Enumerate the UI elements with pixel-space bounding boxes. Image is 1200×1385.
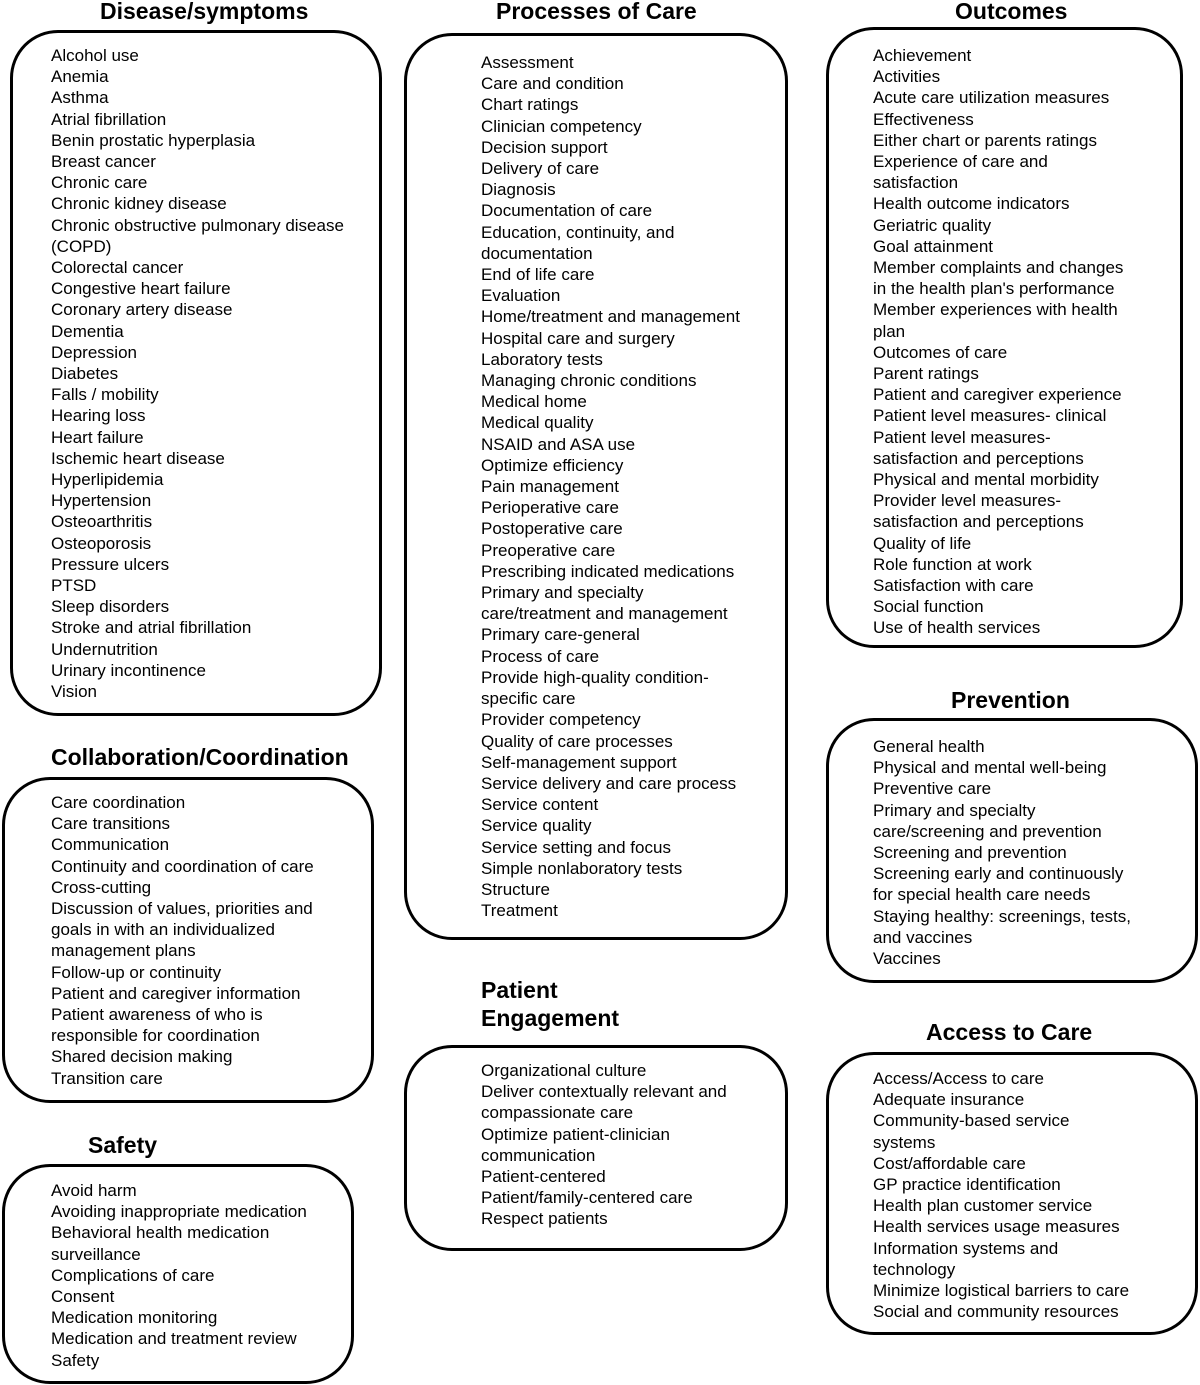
list-item: for special health care needs <box>873 885 1091 905</box>
list-item: Screening and prevention <box>873 843 1067 863</box>
list-item: specific care <box>481 689 576 709</box>
list-item: plan <box>873 321 906 341</box>
list-item: satisfaction <box>873 173 959 193</box>
list-item: Stroke and atrial fibrillation <box>51 618 252 638</box>
outcomes-list <box>873 45 1123 639</box>
list-item: satisfaction and perceptions <box>873 512 1084 532</box>
list-item: Avoiding inappropriate medication <box>51 1202 307 1222</box>
list-item: Complications of care <box>51 1265 215 1285</box>
list-item: Optimize efficiency <box>481 455 624 475</box>
list-item: Pain management <box>481 477 619 497</box>
list-item: Evaluation <box>481 286 561 306</box>
list-item: management plans <box>51 941 196 961</box>
list-item: Pressure ulcers <box>51 554 170 574</box>
list-item: Activities <box>873 67 941 87</box>
list-item: Chronic kidney disease <box>51 194 227 214</box>
prevention-heading: Prevention <box>951 687 1070 713</box>
list-item: Deliver contextually relevant and <box>481 1082 727 1102</box>
list-item: compassionate care <box>481 1103 634 1123</box>
list-item: Vision <box>51 682 97 702</box>
safety-heading: Safety <box>88 1132 158 1158</box>
list-item: systems <box>873 1132 936 1152</box>
list-item: Quality of life <box>873 533 972 553</box>
list-item: Service quality <box>481 816 592 836</box>
list-item: Prescribing indicated medications <box>481 561 735 581</box>
list-item: Hyperlipidemia <box>51 470 164 490</box>
list-item: Achievement <box>873 46 972 65</box>
list-item: Social and community resources <box>873 1302 1119 1322</box>
list-item: Care and condition <box>481 74 624 94</box>
list-item: Discussion of values, priorities and <box>51 899 313 919</box>
list-item: care/screening and prevention <box>873 821 1102 841</box>
list-item: Documentation of care <box>481 201 653 221</box>
list-item: Use of health services <box>873 618 1041 638</box>
list-item: Chronic care <box>51 173 148 193</box>
list-item: Transition care <box>51 1068 163 1088</box>
list-item: Experience of care and <box>873 152 1048 172</box>
list-item: Care coordination <box>51 793 186 812</box>
list-item: Satisfaction with care <box>873 576 1034 596</box>
list-item: Quality of care processes <box>481 731 673 751</box>
list-item: Provider level measures- <box>873 491 1062 511</box>
list-item: Medication and treatment review <box>51 1329 297 1349</box>
list-item: Chronic obstructive pulmonary disease <box>51 215 344 235</box>
access-to-care-list <box>873 1068 1129 1322</box>
list-item: goals in with an individualized <box>51 920 275 940</box>
list-item: satisfaction and perceptions <box>873 448 1084 468</box>
list-item: Breast cancer <box>51 152 156 172</box>
list-item: Staying healthy: screenings, tests, <box>873 906 1131 926</box>
list-item: Coronary artery disease <box>51 300 233 320</box>
list-item: Chart ratings <box>481 95 579 115</box>
outcomes-heading: Outcomes <box>955 0 1068 24</box>
list-item: Hospital care and surgery <box>481 328 675 348</box>
list-item: Preventive care <box>873 779 992 799</box>
list-item: Hypertension <box>51 491 152 511</box>
list-item: Assessment <box>481 53 574 72</box>
list-item: Optimize patient-clinician <box>481 1124 670 1144</box>
list-item: Patient awareness of who is <box>51 1005 263 1025</box>
list-item: Member experiences with health <box>873 300 1118 320</box>
list-item: Social function <box>873 597 984 617</box>
list-item: Organizational culture <box>481 1061 647 1080</box>
list-item: Laboratory tests <box>481 349 603 369</box>
list-item: Physical and mental morbidity <box>873 470 1099 490</box>
list-item: Consent <box>51 1287 115 1307</box>
list-item: Medical quality <box>481 413 594 433</box>
list-item: Hearing loss <box>51 406 146 426</box>
list-item: Screening early and continuously <box>873 864 1124 884</box>
list-item: Adequate insurance <box>873 1090 1025 1110</box>
list-item: Dementia <box>51 321 124 341</box>
list-item: Cost/affordable care <box>873 1153 1026 1173</box>
list-item: Home/treatment and management <box>481 307 740 327</box>
list-item: Information systems and <box>873 1238 1059 1258</box>
collaboration-coordination-list <box>51 792 314 1089</box>
list-item: in the health plan's performance <box>873 279 1115 299</box>
list-item: Role function at work <box>873 554 1032 574</box>
list-item: Undernutrition <box>51 639 158 659</box>
list-item: Geriatric quality <box>873 215 992 235</box>
list-item: Diabetes <box>51 364 119 384</box>
list-item: documentation <box>481 243 593 263</box>
list-item: Postoperative care <box>481 519 623 539</box>
list-item: Alcohol use <box>51 46 139 65</box>
list-item: GP practice identification <box>873 1175 1061 1195</box>
patient-engagement-list <box>481 1060 727 1230</box>
list-item: End of life care <box>481 265 595 285</box>
list-item: Safety <box>51 1350 100 1370</box>
list-item: responsible for coordination <box>51 1026 260 1046</box>
list-item: Medication monitoring <box>51 1308 218 1328</box>
list-item: Shared decision making <box>51 1047 233 1067</box>
list-item: Access/Access to care <box>873 1069 1045 1088</box>
list-item: Provide high-quality condition- <box>481 667 709 687</box>
list-item: Heart failure <box>51 427 144 447</box>
list-item: Diagnosis <box>481 180 556 200</box>
disease-symptoms-heading: Disease/symptoms <box>100 0 309 24</box>
list-item: Asthma <box>51 88 109 108</box>
list-item: Avoid harm <box>51 1181 137 1200</box>
list-item: Simple nonlaboratory tests <box>481 858 683 878</box>
list-item: Patient-centered <box>481 1167 606 1187</box>
list-item: Managing chronic conditions <box>481 371 697 391</box>
list-item: Osteoporosis <box>51 533 152 553</box>
list-item: Vaccines <box>873 949 941 969</box>
list-item: Service setting and focus <box>481 837 671 857</box>
patient-engagement-heading-line2: Engagement <box>481 1005 620 1031</box>
access-to-care-heading: Access to Care <box>926 1019 1093 1045</box>
list-item: Effectiveness <box>873 109 974 129</box>
list-item: Patient and caregiver experience <box>873 385 1122 405</box>
disease-symptoms-list <box>51 45 344 702</box>
list-item: Behavioral health medication <box>51 1223 270 1243</box>
list-item: Health plan customer service <box>873 1196 1093 1216</box>
list-item: Patient level measures- <box>873 427 1051 447</box>
list-item: Cross-cutting <box>51 877 152 897</box>
list-item: Structure <box>481 879 550 899</box>
list-item: Perioperative care <box>481 498 619 518</box>
list-item: Community-based service <box>873 1111 1070 1131</box>
list-item: Minimize logistical barriers to care <box>873 1281 1130 1301</box>
list-item: Outcomes of care <box>873 342 1008 362</box>
list-item: Parent ratings <box>873 364 979 384</box>
list-item: Continuity and coordination of care <box>51 856 314 876</box>
list-item: Health outcome indicators <box>873 194 1070 214</box>
list-item: Osteoarthritis <box>51 512 153 532</box>
list-item: Health services usage measures <box>873 1217 1120 1237</box>
list-item: Ischemic heart disease <box>51 448 225 468</box>
list-item: Education, continuity, and <box>481 222 675 242</box>
list-item: communication <box>481 1145 596 1165</box>
list-item: surveillance <box>51 1244 141 1264</box>
list-item: Acute care utilization measures <box>873 88 1110 108</box>
list-item: Depression <box>51 342 137 362</box>
list-item: Clinician competency <box>481 116 642 136</box>
list-item: Delivery of care <box>481 159 600 179</box>
list-item: Follow-up or continuity <box>51 962 222 982</box>
list-item: Benin prostatic hyperplasia <box>51 130 256 150</box>
list-item: technology <box>873 1259 956 1279</box>
list-item: Colorectal cancer <box>51 258 184 278</box>
list-item: Treatment <box>481 901 558 921</box>
list-item: PTSD <box>51 576 97 596</box>
list-item: Member complaints and changes <box>873 258 1124 278</box>
list-item: Sleep disorders <box>51 597 170 617</box>
list-item: Self-management support <box>481 752 677 772</box>
list-item: Patient/family-centered care <box>481 1188 693 1208</box>
list-item: Urinary incontinence <box>51 660 206 680</box>
list-item: (COPD) <box>51 236 112 256</box>
list-item: General health <box>873 737 985 756</box>
list-item: NSAID and ASA use <box>481 434 636 454</box>
list-item: Congestive heart failure <box>51 279 231 299</box>
list-item: Respect patients <box>481 1209 608 1229</box>
list-item: Primary and specialty <box>481 583 644 603</box>
list-item: Service content <box>481 795 599 815</box>
list-item: Process of care <box>481 646 600 666</box>
list-item: Either chart or parents ratings <box>873 130 1097 150</box>
list-item: Service delivery and care process <box>481 773 737 793</box>
safety-list <box>51 1180 307 1371</box>
list-item: Care transitions <box>51 814 171 834</box>
list-item: Primary care-general <box>481 625 640 645</box>
processes-of-care-heading: Processes of Care <box>496 0 697 24</box>
list-item: Patient level measures- clinical <box>873 406 1107 426</box>
list-item: Atrial fibrillation <box>51 109 167 129</box>
list-item: Preoperative care <box>481 540 616 560</box>
list-item: Primary and specialty <box>873 800 1036 820</box>
list-item: Anemia <box>51 67 109 87</box>
list-item: care/treatment and management <box>481 604 728 624</box>
list-item: Provider competency <box>481 710 641 730</box>
list-item: Goal attainment <box>873 236 994 256</box>
processes-of-care-list <box>481 52 740 921</box>
list-item: Communication <box>51 835 170 855</box>
list-item: Patient and caregiver information <box>51 983 301 1003</box>
list-item: Falls / mobility <box>51 385 159 405</box>
prevention-list <box>873 736 1131 969</box>
collaboration-coordination-heading: Collaboration/Coordination <box>51 744 349 770</box>
list-item: Medical home <box>481 392 587 412</box>
list-item: Physical and mental well-being <box>873 758 1107 778</box>
list-item: Decision support <box>481 137 608 157</box>
patient-engagement-heading-line1: Patient <box>481 977 558 1003</box>
list-item: and vaccines <box>873 927 973 947</box>
